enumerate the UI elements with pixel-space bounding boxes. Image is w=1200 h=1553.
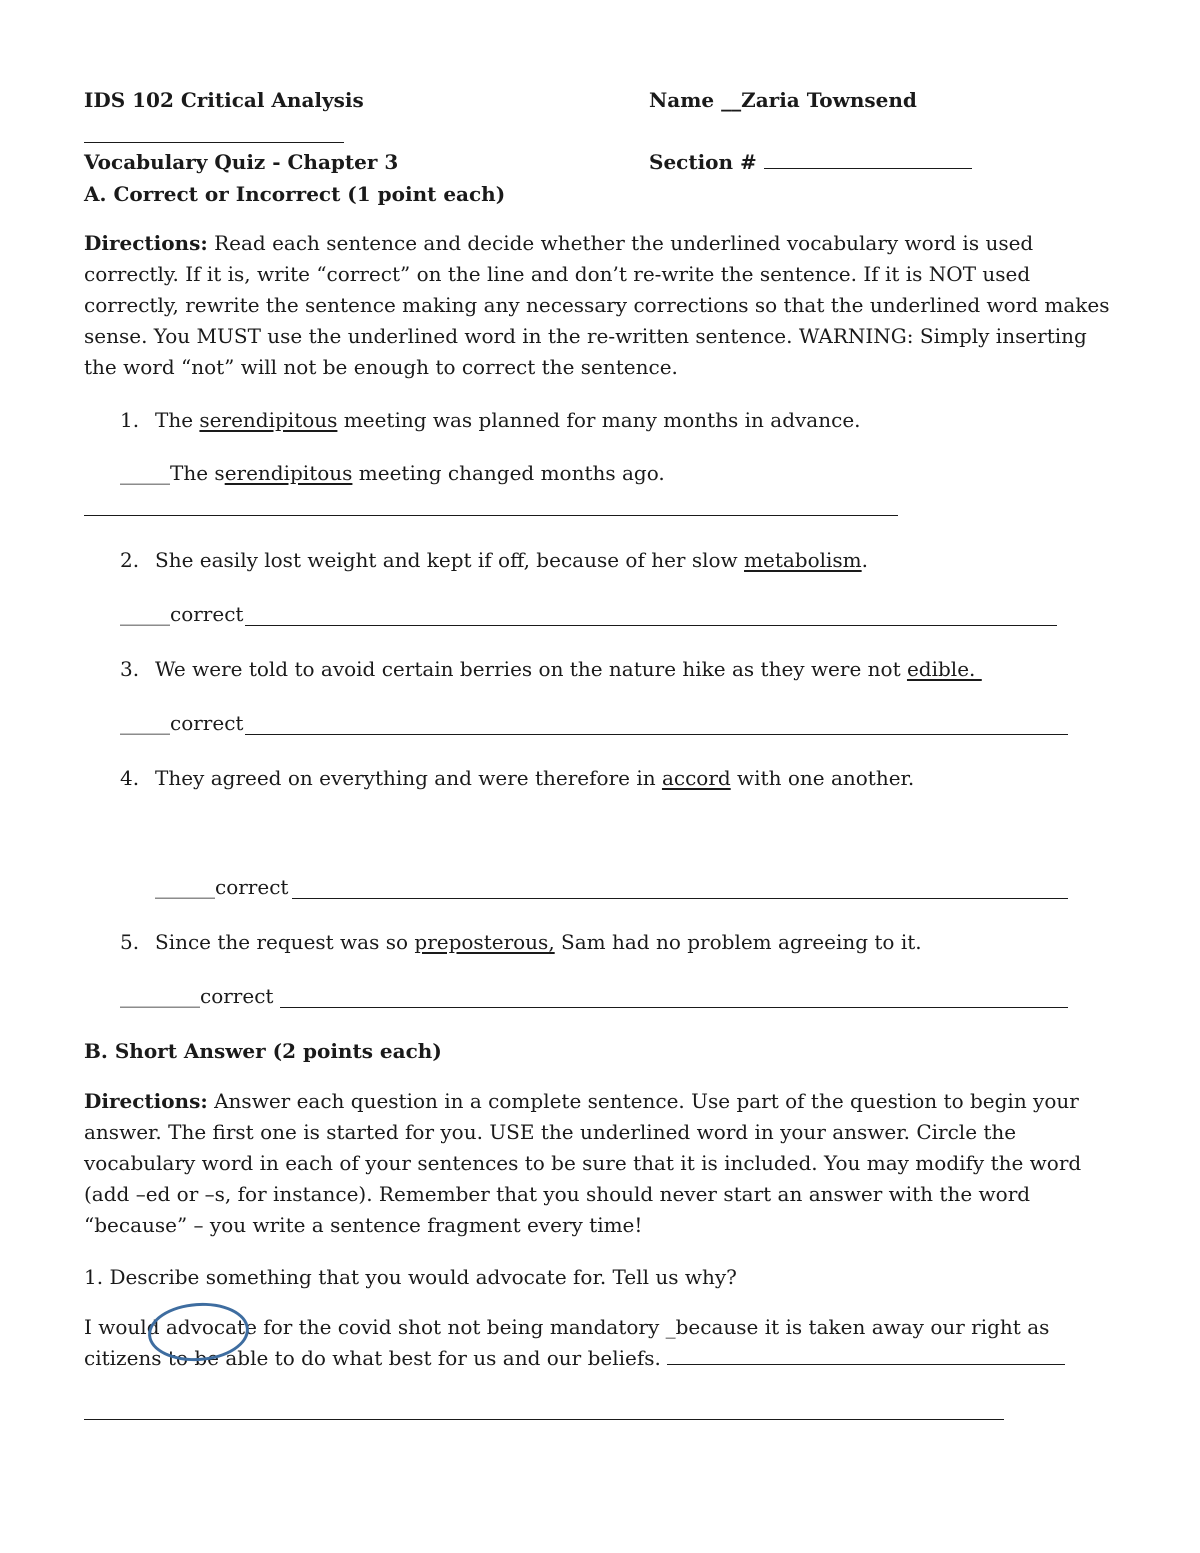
item-sentence: We were told to avoid certain berries on the nature hike as they were not edible. [155, 657, 982, 681]
section-field[interactable] [649, 150, 972, 174]
header-rule [84, 142, 344, 143]
answer-rule [84, 1419, 1004, 1420]
item-number: 1. [120, 408, 140, 432]
item-number: 5. [120, 930, 140, 954]
answer-line[interactable]: _____The serendipitous meeting changed months ago. [120, 461, 665, 485]
item-sentence: Since the request was so preposterous, Sam had no problem agreeing to it. [155, 930, 922, 954]
part-a-directions [84, 228, 1124, 383]
answer-text: The s [170, 461, 225, 485]
course-title: IDS 102 Critical Analysis [84, 88, 364, 112]
item-number: 4. [120, 766, 140, 790]
item-sentence: They agreed on everything and were therefore in accord with one another. [155, 766, 915, 790]
part-a-heading: A. Correct or Incorrect (1 point each) [84, 182, 506, 206]
name-label: Name __ [649, 88, 742, 112]
vocab-word: accord [661, 766, 731, 790]
answer-line[interactable]: ______correct [155, 875, 289, 899]
section-label: Section # [649, 150, 757, 174]
vocab-word: preposterous, [414, 930, 555, 954]
answer-rule [292, 898, 1068, 899]
quiz-title: Vocabulary Quiz - Chapter 3 [84, 150, 399, 174]
section-blank[interactable] [764, 150, 972, 169]
part-b-directions [84, 1086, 1124, 1241]
part-a-directions-text: Read each sentence and decide whether the underlined vocabulary word is used correctly. If it is, write “correct” on the line and don’t re-write the sentence. If it is NOT used correctly, rewrite the sentence making any necessary corrections so that the underlined word makes sense. You MUST use the underlined word in the re-written sentence. WARNING: Simply inserting the word “not” will not be enough to correct the sentence. [84, 231, 1110, 379]
item-number: 2. [120, 548, 140, 572]
answer-1[interactable]: I would advocate for the covid shot not being mandatory _because it is taken away our right as citizens to be able to do what best for us and our beliefs. [84, 1312, 1124, 1374]
answer-line[interactable]: _____correct [120, 711, 244, 735]
vocab-word: serendipitous [199, 408, 338, 432]
circled-vocab-word: advocate [165, 1315, 257, 1339]
part-b-directions-label: Directions: [84, 1089, 208, 1113]
answer-text: correct [170, 602, 244, 626]
answer-vocab-word: erendipitous [224, 461, 353, 485]
answer-text: correct [200, 984, 274, 1008]
answer-line[interactable]: ________correct [120, 984, 274, 1008]
item-number: 3. [120, 657, 140, 681]
answer-line[interactable]: _____correct [120, 602, 244, 626]
answer-rule [245, 625, 1057, 626]
part-b-heading: B. Short Answer (2 points each) [84, 1039, 442, 1063]
answer-rule [84, 515, 898, 516]
answer-blank[interactable] [667, 1346, 1065, 1365]
answer-text: correct [215, 875, 289, 899]
question-1: 1. Describe something that you would advocate for. Tell us why? [84, 1265, 737, 1289]
part-b-directions-text: Answer each question in a complete sentence. Use part of the question to begin your answer. The first one is started for you. USE the underlined word in your answer. Circle the vocabulary word in each of your sentences to be sure that it is included. You may modify the word (add –ed or –s, for instance). Remember that you should never start an answer with the word “because” – you write a sentence fragment every time! [84, 1089, 1082, 1237]
item-sentence: The serendipitous meeting was planned for many months in advance. [155, 408, 861, 432]
name-value: Zaria Townsend [741, 88, 917, 112]
item-sentence: She easily lost weight and kept if off, because of her slow metabolism. [155, 548, 869, 572]
answer-rule [245, 734, 1068, 735]
part-a-directions-label: Directions: [84, 231, 208, 255]
vocab-word: metabolism [744, 548, 862, 572]
vocab-word: edible. [906, 657, 982, 681]
answer-text: correct [170, 711, 244, 735]
name-field[interactable] [649, 88, 917, 112]
answer-rule [280, 1007, 1068, 1008]
